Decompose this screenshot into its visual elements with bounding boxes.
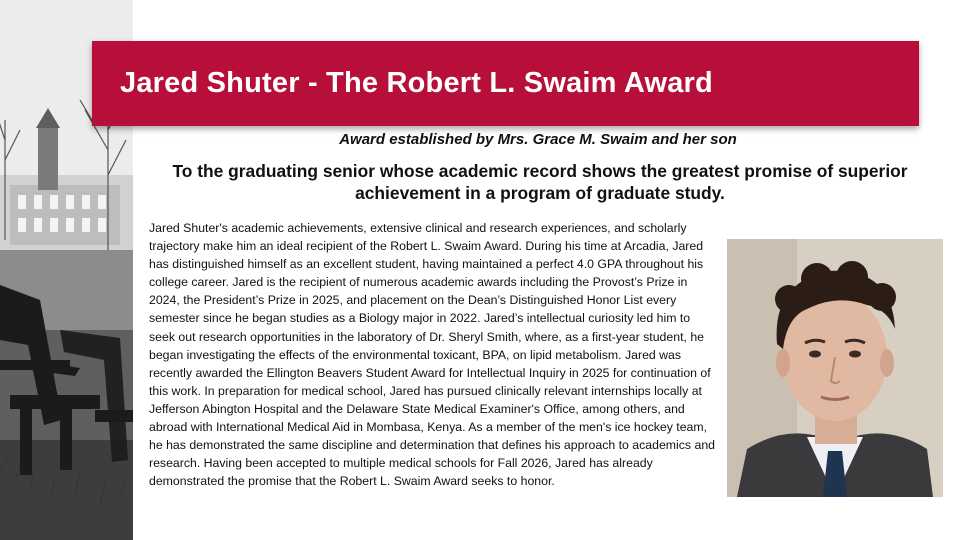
page-title: Jared Shuter - The Robert L. Swaim Award xyxy=(120,67,713,99)
title-banner xyxy=(92,41,919,126)
award-established-by: Award established by Mrs. Grace M. Swaim and her son xyxy=(339,131,737,148)
award-purpose: To the graduating senior whose academic record shows the greatest promise of superior achievement in a program of graduate study. xyxy=(172,161,908,203)
recipient-portrait-photo xyxy=(727,239,943,497)
recipient-description: Jared Shuter's academic achievements, extensive clinical and research experiences, and scholarly trajectory make him an ideal recipient of the Robert L. Swaim Award. During his time at Arcadia, Jared has distinguished himself as an excellent student, having maintained a perfect 4.0 GPA throughout his college career. Jared is the recipient of numerous academic awards including the Provost’s Prize in 2024, the President’s Prize in 2025, and placement on the Dean’s Distinguished Honor List every semester since he began studies as a Biology major in 2022. Jared’s intellectual curiosity led him to seek out research opportunities in the laboratory of Dr. Sheryl Smith, where, as a first-year student, he began investigating the effects of the environmental toxicant, BPA, on lipid metabolism. Jared was recently awarded the Ellington Beavers Student Award for Intellectual Inquiry in 2025 for continuation of this work. In preparation for medical school, Jared has pursued clinically relevant internships locally at Jefferson Abington Hospital and the Delaware State Medical Examiner's Office, among others, and abroad with International Medical Aid in Mombasa, Kenya. As a member of the men's ice hockey team, he has demonstrated the same discipline and determination that defines his approach to academics and research. Having been accepted to multiple medical schools for Fall 2026, Jared has already demonstrated the promise that the Robert L. Swaim Award seeks to honor. xyxy=(149,221,716,489)
